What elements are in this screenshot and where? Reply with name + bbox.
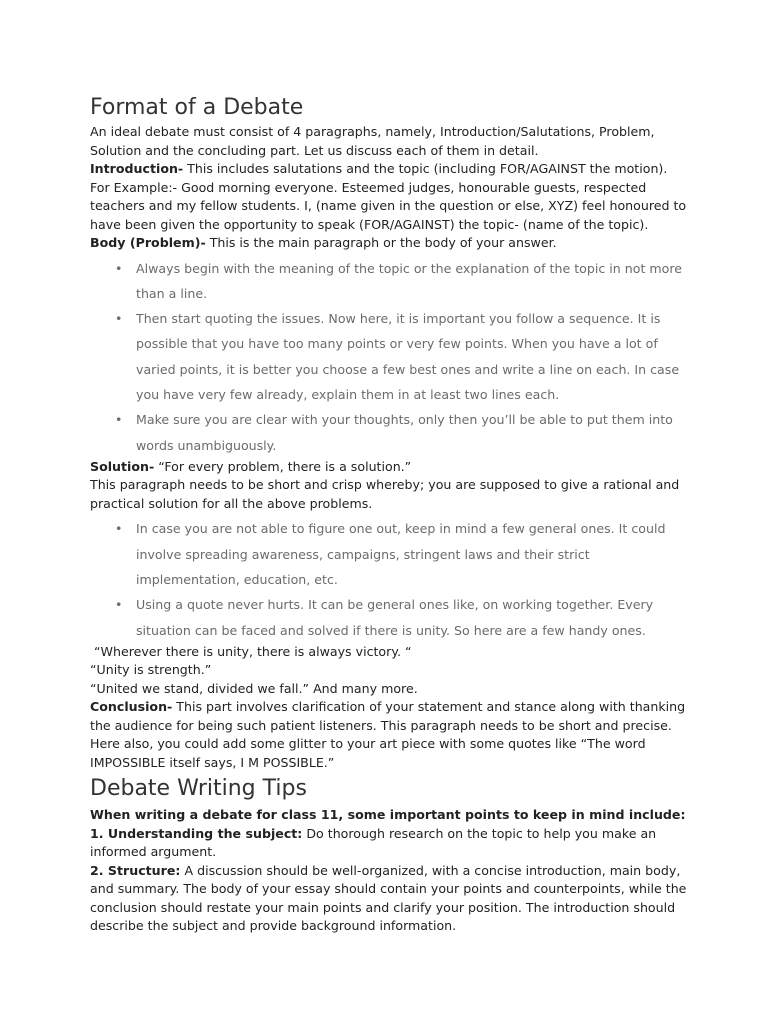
conclusion-text: This part involves clarification of your statement and stance along with thanking the audience for being such patient listeners. This paragraph needs to be short and precise. Here also, you could add some glitter to your art piece with some quotes like “The word IMPOSSIBLE itself says, I M POSSIBLE.” [90, 699, 686, 770]
solution-label: Solution- [90, 458, 155, 474]
list-item: • In case you are not able to figure one out, keep in mind a few general ones. It could involve spreading awareness, campaigns, stringent laws and their strict implementation, education, etc. [136, 516, 690, 592]
tip-understanding-text: Do thorough research on the topic to help you make an informed argument. [90, 825, 657, 860]
quote-line: “Unity is strength.” [90, 662, 212, 678]
solution-text: “For every problem, there is a solution.” [154, 458, 412, 474]
format-heading: Format of a Debate [90, 95, 304, 120]
body-paragraph [90, 234, 690, 253]
introduction-paragraph [90, 160, 690, 179]
conclusion-label: Conclusion- [90, 699, 173, 715]
quote-line: “Wherever there is unity, there is always victory. “ [90, 643, 412, 659]
example-paragraph: For Example:- Good morning everyone. Esteemed judges, honourable guests, respected teachers and my fellow students. I, (name given in the question or else, XYZ) feel honoured to have been given the opportunity to speak (FOR/AGAINST) the topic- (name of the topic). [90, 179, 687, 232]
list-item: • Then start quoting the issues. Now here, it is important you follow a sequence. It is possible that you have too many points or very few points. When you have a lot of varied points, it is better you choose a few best ones and write a line on each. In case you have very few already, explain them in at least two lines each. [136, 306, 690, 407]
tip-structure-label: 2. Structure: [90, 862, 181, 878]
tip-structure [90, 862, 690, 936]
solution-paragraph [90, 458, 690, 477]
conclusion-paragraph [90, 698, 690, 772]
list-item: • Using a quote never hurts. It can be general ones like, on working together. Every situation can be faced and solved if there is unity. So here are a few handy ones. [136, 592, 690, 643]
tip-understanding [90, 825, 690, 862]
tips-heading: Debate Writing Tips [90, 776, 307, 802]
tip-structure-text: A discussion should be well-organized, with a concise introduction, main body, and summary. The body of your essay should contain your points and counterpoints, while the conclusion should restate your main points and clarify your position. The introduction should describe the subject and provide background information. [90, 862, 687, 934]
tip-understanding-label: 1. Understanding the subject: [90, 825, 303, 841]
body-text: This is the main paragraph or the body of your answer. [205, 235, 557, 250]
list-item: • Make sure you are clear with your thoughts, only then you’ll be able to put them into words unambiguously. [136, 407, 690, 458]
format-intro: An ideal debate must consist of 4 paragraphs, namely, Introduction/Salutations, Problem, Solution and the concluding part. Let us discuss each of them in detail. [90, 124, 655, 158]
tips-lead [90, 806, 690, 825]
list-item: • Always begin with the meaning of the topic or the explanation of the topic in not more than a line. [136, 256, 690, 307]
introduction-text: This includes salutations and the topic (including FOR/AGAINST the motion). [183, 161, 668, 176]
document-content [90, 93, 690, 936]
body-points-list [90, 256, 690, 458]
solution-description: This paragraph needs to be short and crisp whereby; you are supposed to give a rational and practical solution for all the above problems. [90, 477, 680, 511]
tips-lead-text: When writing a debate for class 11, some important points to keep in mind include: [90, 807, 686, 823]
solution-points-list [90, 516, 690, 642]
quote-line: “United we stand, divided we fall.” And many more. [90, 680, 418, 696]
body-label: Body (Problem)- [90, 235, 206, 250]
introduction-label: Introduction- [90, 161, 184, 176]
